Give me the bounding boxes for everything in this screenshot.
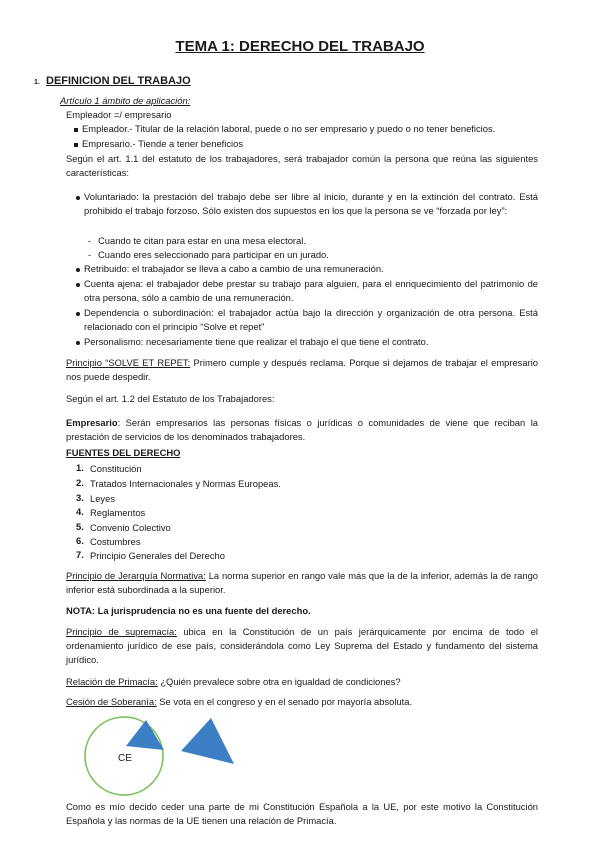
fuente-item: Tratados Internacionales y Normas Europeas. bbox=[90, 478, 281, 489]
list-number: 2. bbox=[76, 477, 84, 488]
section-number: 1. bbox=[34, 79, 40, 86]
fuente-item: Convenio Colectivo bbox=[90, 522, 171, 533]
art12-line: Según el art. 1.2 del Estatuto de los Trabajadores: bbox=[66, 393, 275, 404]
closing-paragraph: Como es mío decido ceder una parte de mi Constitución Española a la UE, por este motivo la Constitución Española y las normas de la UE tienen una relación de Primacía. bbox=[66, 801, 538, 826]
dash-marker: - bbox=[88, 235, 92, 246]
list-number: 7. bbox=[76, 549, 84, 560]
list-number: 3. bbox=[76, 492, 84, 503]
dash-marker: - bbox=[88, 249, 92, 260]
list-number: 1. bbox=[76, 462, 84, 473]
supremacia-label: Principio de supremacía: bbox=[66, 626, 177, 637]
fuente-item: Principio Generales del Derecho bbox=[90, 550, 225, 561]
forced-case: Cuando te citan para estar en una mesa electoral. bbox=[98, 235, 306, 246]
soberania-label: Cesión de Soberanía: bbox=[66, 696, 157, 707]
fuente-item: Constitución bbox=[90, 463, 142, 474]
nota-label: NOTA bbox=[66, 605, 92, 616]
empresario-label: Empresario bbox=[66, 417, 118, 428]
fuentes-heading: FUENTES DEL DERECHO bbox=[66, 447, 181, 458]
jerarquia-label: Principio de Jerarquía Normativa: bbox=[66, 570, 206, 581]
list-number: 5. bbox=[76, 521, 84, 532]
solve-label: Principio “SOLVE ET REPET: bbox=[66, 357, 191, 368]
employer-line: Empleador =/ empresario bbox=[66, 109, 172, 120]
nota-text: : La jurisprudencia no es una fuente del derecho. bbox=[91, 605, 311, 616]
primacia-label: Relación de Primacía: bbox=[66, 676, 158, 687]
employer-bullet: Empresario.- Tiende a tener beneficios bbox=[82, 138, 244, 149]
primacia-text: ¿Quién prevalece sobre otra en igualdad de condiciones? bbox=[157, 676, 401, 687]
characteristic-item: Retribuido: el trabajador se lleva a cabo a cambio de una remuneración. bbox=[84, 263, 384, 274]
characteristic-item: Dependencia o subordinación: el trabajador actúa bajo la dirección y organización de otra persona. Está relacionado con el principio “Solve et repet” bbox=[84, 307, 538, 332]
article-heading: Artículo 1 ámbito de aplicación: bbox=[60, 95, 191, 106]
forced-case: Cuando eres seleccionado para participar en un jurado. bbox=[98, 249, 329, 260]
triangle-shape bbox=[126, 720, 164, 750]
jerarquia-text: La norma superior en rango vale más que la de la inferior, además la de rango inferior está subordinada a la superior. bbox=[66, 570, 538, 595]
art11-paragraph: Según el art. 1.1 del estatuto de los trabajadores, será trabajador común la persona que reúna las siguientes características: bbox=[66, 153, 538, 178]
supremacia-text: ubica en la Constitución de un país jerárquicamente por encima de todo el ordenamiento jurídico de ese país, considerándola como Ley Suprema del Estado y fundamento del sistema jurídico. bbox=[66, 626, 538, 665]
characteristic-item: Voluntariado: la prestación del trabajo debe ser libre al inicio, durante y en la extinción del contrato. Está prohibido el trabajo forzoso. Sólo existen dos supuestos en los que la persona se ve “forzada por ley”: bbox=[84, 191, 538, 216]
ce-label: CE bbox=[118, 753, 132, 764]
solve-text: Primero cumple y después reclama. Porque si dejamos de trabajar el empresario nos puede despedir. bbox=[66, 357, 539, 382]
list-number: 6. bbox=[76, 535, 84, 546]
fuente-item: Costumbres bbox=[90, 536, 141, 547]
fuente-item: Leyes bbox=[90, 493, 116, 504]
soberania-text: Se vota en el congreso y en el senado por mayoría absoluta. bbox=[156, 696, 413, 707]
list-number: 4. bbox=[76, 506, 84, 517]
section-heading: DEFINICION DEL TRABAJO bbox=[46, 75, 191, 87]
characteristic-item: Cuenta ajena: el trabajador debe prestar su trabajo para alguien, para el enriquecimiento del patrimonio de otra persona, sólo a cambio de una remuneración. bbox=[84, 278, 538, 303]
characteristic-item: Personalismo: necesariamente tiene que realizar el trabajo el que tiene el contrato. bbox=[84, 336, 429, 347]
empresario-text: : Serán empresarios las personas físicas o jurídicas o comunidades de viene que reciban la prestación de servicios de los denominados trabajadores. bbox=[66, 417, 538, 442]
employer-bullet: Empleador.- Titular de la relación laboral, puede o no ser empresario y puedo o no tener beneficios. bbox=[82, 123, 496, 134]
fuente-item: Reglamentos bbox=[90, 507, 146, 518]
triangle-shape bbox=[181, 718, 234, 764]
page-title: TEMA 1: DERECHO DEL TRABAJO bbox=[175, 38, 425, 55]
